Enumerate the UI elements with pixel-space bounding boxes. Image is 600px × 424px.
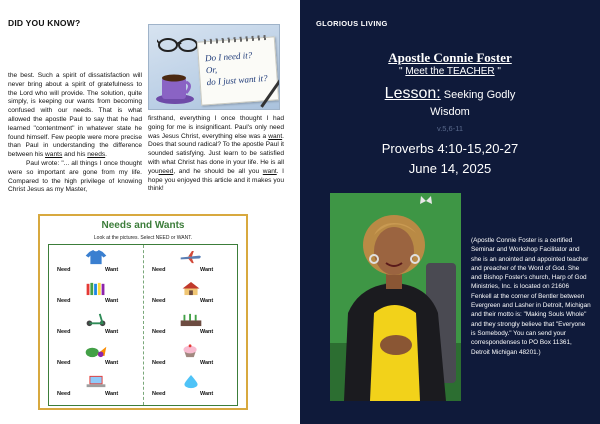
want-option[interactable]: Want (105, 391, 119, 397)
worksheet-item (144, 249, 239, 276)
want-option[interactable]: Want (200, 267, 214, 273)
want-option[interactable]: Want (200, 298, 214, 304)
need-option[interactable]: Need (57, 329, 71, 335)
worksheet-item (49, 373, 144, 400)
cupcakes-icon (178, 343, 204, 358)
want-option[interactable]: Want (105, 360, 119, 366)
article-column-2 (148, 115, 284, 194)
need-or-want-photo (148, 24, 280, 110)
vegetables-icon (83, 343, 109, 358)
section-label: GLORIOUS LIVING (316, 19, 388, 28)
note-line-1: Do I need it? (204, 49, 253, 64)
lesson-date: June 14, 2025 (408, 161, 492, 176)
airplane-icon (178, 250, 204, 265)
need-option[interactable]: Need (152, 391, 166, 397)
worksheet-item (144, 373, 239, 400)
want-option[interactable]: Want (200, 391, 214, 397)
worksheet-item (49, 280, 144, 307)
article-column-1 (8, 72, 142, 195)
coffee-mug-icon (155, 69, 195, 105)
portrait-illustration (330, 193, 461, 401)
worksheet-item (144, 280, 239, 307)
lesson-title-1: Seeking Godly (440, 89, 516, 101)
paragraph-1: the best. Such a spirit of dissatisfaction will never bring about a spirit of gratefulness to the Lord who will provide. The solution, quite simply, is keeping our wants from becoming confused with our needs. That is what allowed the apostle Paul to say that he had learned "contentment" in whatever state he found himself. Few people were more precise than Paul in understanding the difference between his wants and his needs. (8, 72, 142, 159)
note-line-2: Or, (205, 64, 218, 76)
need-option[interactable]: Need (57, 298, 71, 304)
worksheet-grid (48, 244, 238, 406)
page-heading: DID YOU KNOW? (8, 18, 81, 28)
garden-icon (178, 312, 204, 327)
lesson-line (300, 86, 600, 103)
need-option[interactable]: Need (152, 267, 166, 273)
worksheet-title: Needs and Wants (101, 220, 185, 231)
want-option[interactable]: Want (105, 267, 119, 273)
crayons-icon (83, 281, 109, 296)
paragraph-2: Paul wrote: "... all things I once thought were so important are gone from my life. Compared to the high privilege of knowing Christ Jesus as my Master, (8, 159, 142, 194)
want-option[interactable]: Want (200, 329, 214, 335)
needs-and-wants-worksheet (38, 214, 248, 410)
want-option[interactable]: Want (105, 329, 119, 335)
worksheet-item (144, 311, 239, 338)
note-line-3: do I just want it? (206, 72, 268, 88)
need-option[interactable]: Need (57, 267, 71, 273)
scripture: Proverbs 4:10-15,20-27 (381, 141, 519, 156)
worksheet-item (144, 342, 239, 369)
worksheet-item (49, 249, 144, 276)
shirt-icon (83, 250, 109, 265)
worksheet-item (49, 311, 144, 338)
need-option[interactable]: Need (152, 329, 166, 335)
house-icon (178, 281, 204, 296)
meet-the-teacher: " Meet the TEACHER " (399, 66, 501, 77)
teacher-bio: (Apostle Connie Foster is a certified Seminar and Workshop Facilitator and she is an anointed and appointed teacher and preacher of the Word of God. She and Bishop Foster's church, Harp of God Ministries, Inc. is located on 21606 Fenkell at the corner of Bentler between Evergreen and Lasher in Detroit, Michigan and their motto is: "Making Souls Whole" and they strongly believe that "Everyone is Somebody." You can send your correspondenses to PO Box 11361, Detroit Michigan 48201.) (471, 237, 591, 356)
scooter-icon (83, 312, 109, 327)
verse-reference: v.5,6-11 (437, 124, 463, 133)
teacher-name: Apostle Connie Foster (388, 50, 512, 65)
paragraph-3: firsthand, everything I once thought I had going for me is insignificant. Paul's only need was Jesus Christ, everything else was a want. Does that sound radical? To the apostle Paul it sounded satisfying. Just learn to be satisfied with what Christ has done in your life. He is all youneed, and he should be all you want. I hope you enjoyed this article and it makes you think! (148, 115, 284, 193)
laptop-icon (83, 374, 109, 389)
want-option[interactable]: Want (200, 360, 214, 366)
need-option[interactable]: Need (152, 360, 166, 366)
worksheet-item (49, 342, 144, 369)
want-option[interactable]: Want (105, 298, 119, 304)
lesson-title-2: Wisdom (430, 106, 470, 118)
water-drop-icon (178, 374, 204, 389)
need-option[interactable]: Need (152, 298, 166, 304)
teacher-portrait (330, 193, 461, 401)
need-option[interactable]: Need (57, 360, 71, 366)
need-option[interactable]: Need (57, 391, 71, 397)
eyeglasses-icon (157, 35, 201, 53)
right-page (300, 0, 600, 424)
lesson-label: Lesson: (384, 85, 441, 102)
worksheet-instructions: Look at the pictures. Select NEED or WANT. (93, 235, 193, 241)
